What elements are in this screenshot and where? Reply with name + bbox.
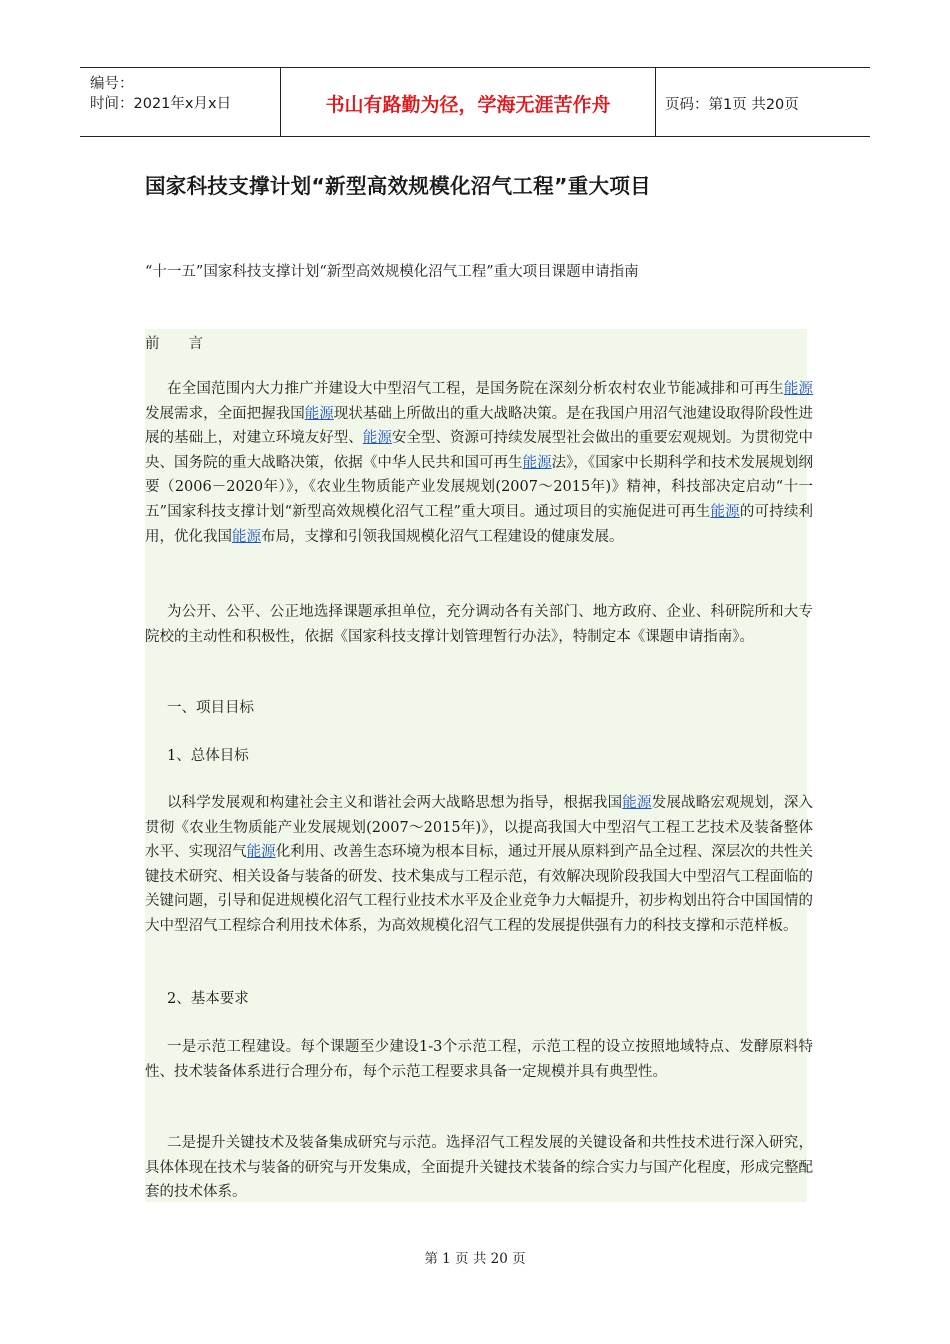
paragraph-overall-goal [145,791,813,939]
document-date-label: 时间：2021年x月x日 [90,96,232,112]
page-footer: 第 1 页 共 20 页 [424,1251,526,1267]
subsection-heading-basic-requirements: 2、基本要求 [167,991,249,1007]
paragraph-text: 在全国范围内大力推广并建设大中型沼气工程，是国务院在深刻分析农村农业节能减排和可再生 [167,381,784,397]
paragraph-text: 以科学发展观和构建社会主义和谐社会两大战略思想为指导，根据我国 [167,795,623,811]
paragraph-text: 的可持续利用，优化我国 [145,503,814,545]
paragraph-purpose: 为公开、公平、公正地选择课题承担单位，充分调动各有关部门、地方政府、企业、科研院所和大专院校的主动性和积极性，依据《国家科技支撑计划管理暂行办法》，特制定本《课题申请指南》。 [145,604,813,645]
paragraph-text: 法》，《国家中长期科学和技术发展规划纲要（2006－2020年）》，《农业生物质能产业发展规划(2007～2015年)》精神，科技部决定启动“十一五”国家科技支撑计划“新型高效规模化沼气工程”重大项目。通过项目的实施促进可再生 [145,454,814,520]
paragraph-text: 现状基础上所做出的重大战略决策。是在我国户用沼气池建设取得阶段性进展的基础上，对建立环境友好型、 [145,405,814,447]
energy-link[interactable]: 能源 [522,454,552,471]
paragraph-text: 发展需求，全面把握我国 [145,405,305,422]
document-number-label: 编号： [90,76,134,92]
paragraph-text: 安全型、资源可持续发展型社会做出的重要宏观规划。为贯彻党中央、国务院的重大战略决策，依据《中华人民共和国可再生 [145,430,814,471]
paragraph-demonstration: 一是示范工程建设。每个课题至少建设1-3个示范工程，示范工程的设立按照地域特点、发酵原料特性、技术装备体系进行合理分布，每个示范工程要求具备一定规模并具有典型性。 [145,1039,813,1080]
header-motto-cell [280,68,656,136]
energy-link[interactable]: 能源 [783,381,813,397]
paragraph-key-technology: 二是提升关键技术及装备集成研究与示范。选择沼气工程发展的关键设备和共性技术进行深入研究，具体体现在技术与装备的研究与开发集成，全面提升关键技术装备的综合实力与国产化程度，形成完整配套的技术体系。 [145,1135,813,1201]
energy-link[interactable]: 能源 [622,795,652,811]
energy-link[interactable]: 能源 [362,430,392,447]
paragraph-intro [145,377,813,549]
page-header [80,67,870,137]
document-subtitle: “十一五”国家科技支撑计划“新型高效规模化沼气工程”重大项目课题申请指南 [145,264,639,280]
energy-link[interactable]: 能源 [246,844,276,861]
header-meta-cell [80,68,280,136]
paragraph-text: 化利用、改善生态环境为根本目标，通过开展从原料到产品全过程、深层次的共性关键技术研究、相关设备与装备的研发、技术集成与工程示范，有效解决现阶段我国大中型沼气工程面临的关键问题，引导和促进规模化沼气工程行业技术水平及企业竞争力大幅提升，初步构划出符合中国国情的大中型沼气工程综合利用技术体系，为高效规模化沼气工程的发展提供强有力的科技支撑和示范样板。 [145,844,813,934]
energy-link[interactable]: 能源 [710,503,740,520]
section-heading-objectives: 一、项目目标 [167,700,254,716]
energy-link[interactable]: 能源 [232,528,261,545]
header-motto: 书山有路勤为径，学海无涯苦作舟 [325,94,611,116]
subsection-heading-overall-goal: 1、总体目标 [167,748,249,764]
foreword-heading: 前 言 [145,336,203,352]
document-title: 国家科技支撑计划“新型高效规模化沼气工程”重大项目 [145,174,651,198]
paragraph-text: 发展战略宏观规划，深入贯彻《农业生物质能产业发展规划(2007～2015年)》，以提高我国大中型沼气工程工艺技术及装备整体水平、实现沼气 [145,795,814,861]
header-page-cell [655,68,870,136]
paragraph-text: 布局，支撑和引领我国规模化沼气工程建设的健康发展。 [261,528,624,545]
energy-link[interactable]: 能源 [304,405,334,422]
header-page-info: 页码：第1页 共20页 [665,97,799,113]
